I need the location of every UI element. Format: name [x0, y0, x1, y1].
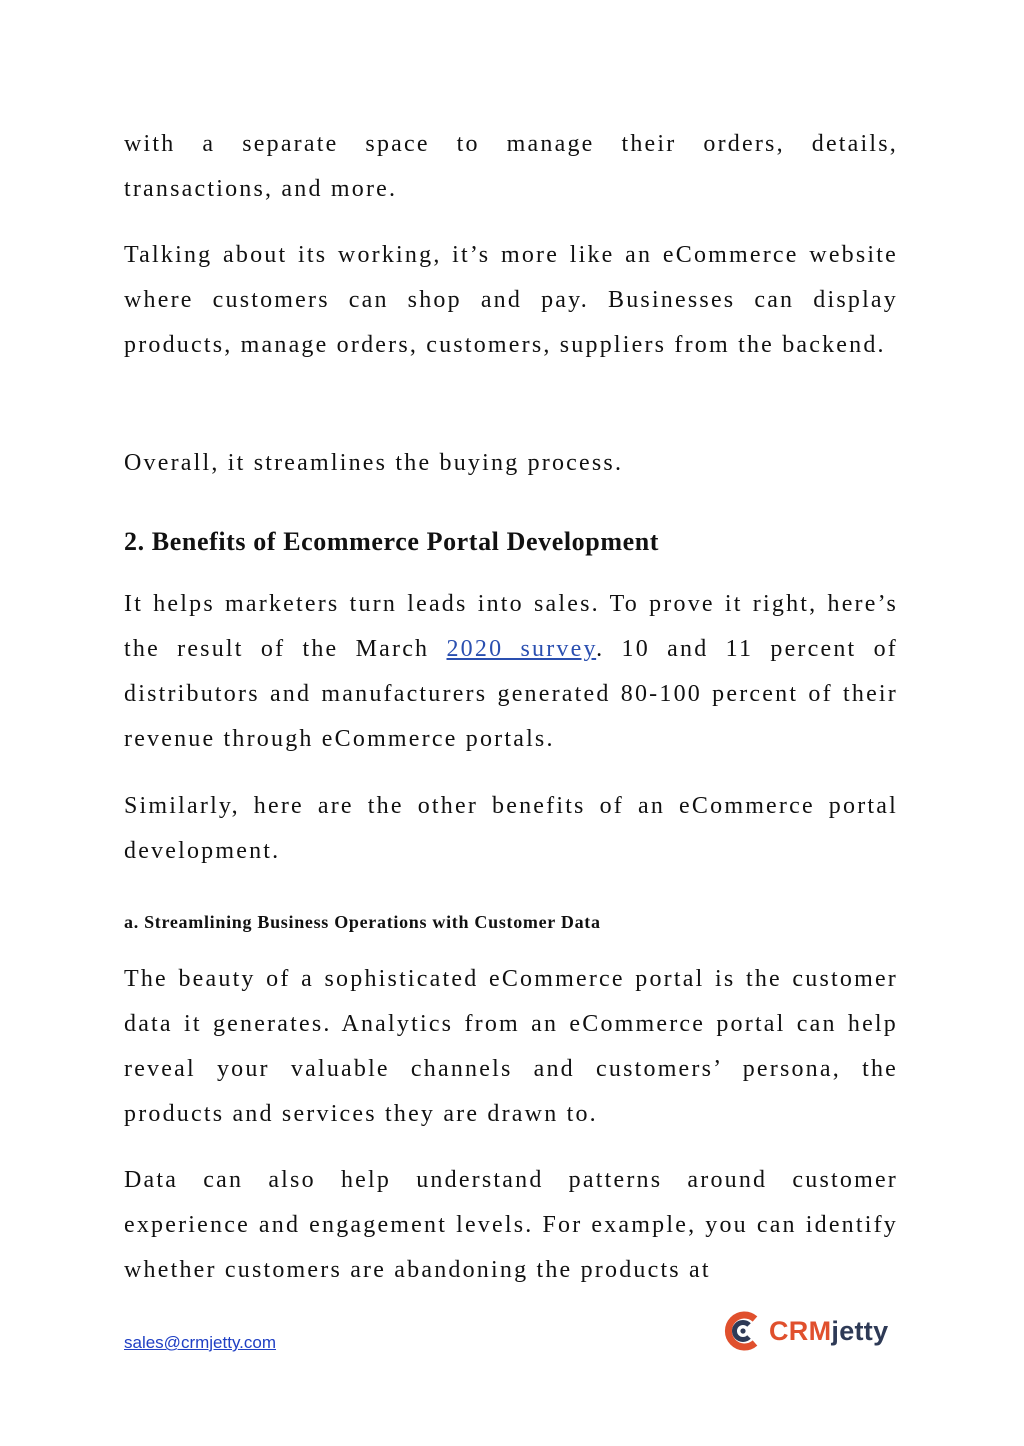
footer-email-link[interactable]: sales@crmjetty.com [124, 1333, 277, 1352]
paragraph-text: Similarly, here are the other benefits of an eCommerce portal development. [124, 793, 898, 864]
paragraph-text: Talking about its working, it’s more like an eCommerce website where customers can shop and pay. Businesses can display products, manage orders, customers, suppliers from the backend. [124, 242, 898, 358]
survey-text-before: It helps marketers turn leads into sales. To prove it right, here’s the result of the March [124, 591, 898, 662]
paragraph-text: Data can also help understand patterns around customer experience and engagement levels. For example, you can identify whether customers are abandoning the products at [124, 1167, 898, 1283]
paragraph-text: with a separate space to manage their orders, details, transactions, and more. [124, 131, 898, 202]
section-heading-benefits: 2. Benefits of Ecommerce Portal Development [124, 527, 660, 556]
paragraph-text: Overall, it streamlines the buying process. [124, 450, 624, 476]
paragraph-text [124, 582, 898, 762]
survey-link[interactable]: 2020 survey [446, 636, 597, 662]
crmjetty-logo [722, 1308, 898, 1354]
paragraph-working [124, 233, 898, 368]
paragraph-patterns [124, 1158, 898, 1293]
paragraph-text: The beauty of a sophisticated eCommerce portal is the customer data it generates. Analytics from an eCommerce portal can help reveal your valuable channels and customers’ persona, the products and services they are drawn to. [124, 966, 898, 1127]
paragraph-survey [124, 582, 898, 762]
logo-crm-text: CRM [769, 1315, 832, 1346]
paragraph-customer-data [124, 957, 898, 1137]
paragraph-overall [124, 441, 898, 486]
crmjetty-logo-icon [722, 1310, 764, 1352]
logo-wordmark [769, 1316, 888, 1347]
paragraph-intro-continuation [124, 122, 898, 212]
paragraph-similarly [124, 784, 898, 874]
logo-jetty-text: jetty [831, 1315, 889, 1346]
subsection-heading-streamlining: a. Streamlining Business Operations with Customer Data [124, 912, 601, 932]
survey-text-after: . 10 and 11 percent of distributors and manufacturers generated 80-100 percent of their revenue through eCommerce portals. [124, 636, 898, 752]
